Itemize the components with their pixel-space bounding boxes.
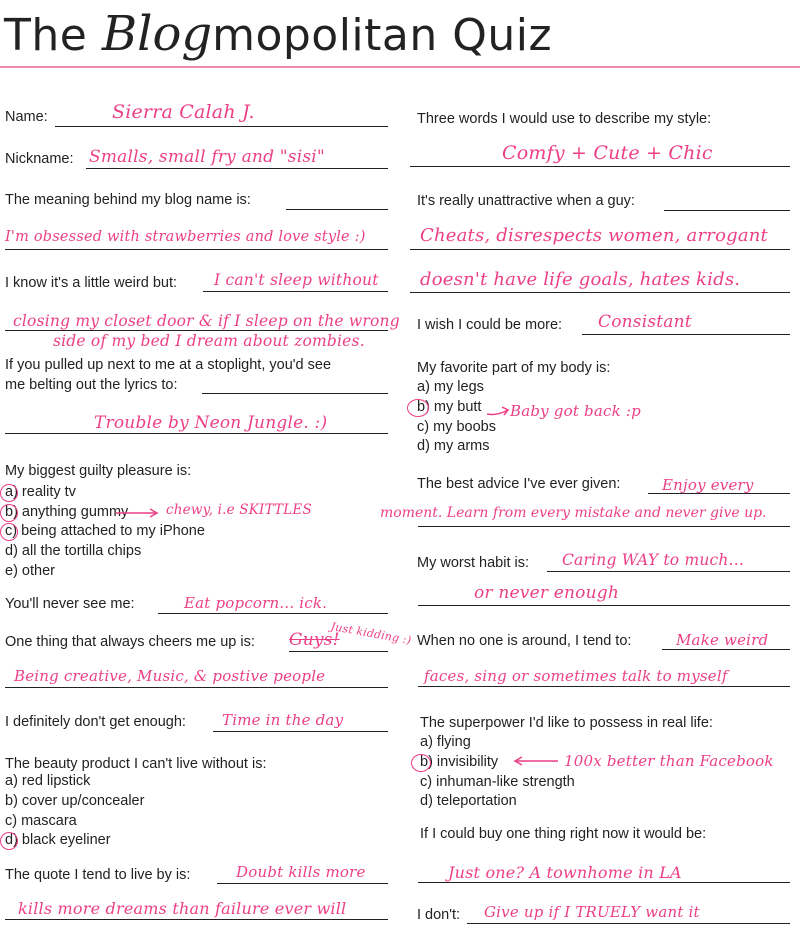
alone-line [662, 649, 790, 650]
unattractive-line-3 [410, 292, 790, 293]
cheers-answer[interactable]: Being creative, Music, & postive people [14, 667, 326, 685]
advice-line-2 [418, 526, 790, 527]
guilty-option-b[interactable]: b) anything gummy [5, 504, 129, 520]
alone-label: When no one is around, I tend to: [417, 633, 632, 649]
unattractive-label: It's really unattractive when a guy: [417, 193, 635, 209]
habit-label: My worst habit is: [417, 555, 529, 571]
arrow-right-icon [487, 400, 511, 420]
body-option-a[interactable]: a) my legs [417, 379, 484, 395]
superpower-circle-b [411, 754, 431, 772]
beauty-option-a[interactable]: a) red lipstick [5, 773, 91, 789]
never-answer[interactable]: Eat popcorn... ick. [184, 594, 328, 612]
nickname-label: Nickname: [5, 151, 74, 167]
style-answer[interactable]: Comfy + Cute + Chic [502, 142, 713, 164]
enough-label: I definitely don't get enough: [5, 714, 186, 730]
guilty-circle-b [0, 504, 18, 522]
weird-answer-3[interactable]: side of my bed I dream about zombies. [53, 332, 365, 350]
name-line [55, 126, 388, 127]
body-label: My favorite part of my body is: [417, 360, 611, 376]
dont-answer[interactable]: Give up if I TRUELY want it [484, 903, 700, 921]
superpower-label: The superpower I'd like to possess in real life: [420, 715, 713, 731]
stoplight-answer[interactable]: Trouble by Neon Jungle. :) [94, 413, 328, 433]
beauty-option-d[interactable]: d) black eyeliner [5, 832, 111, 848]
title-pre: The [4, 10, 102, 61]
quote-label: The quote I tend to live by is: [5, 867, 191, 883]
title-brand: Blog [101, 6, 213, 62]
title-divider [0, 66, 800, 68]
body-option-c[interactable]: c) my boobs [417, 419, 496, 435]
title-post: mopolitan Quiz [212, 10, 553, 61]
body-note: Baby got back :p [510, 402, 641, 420]
cheers-line [289, 651, 388, 652]
cheers-struck: Guys! [289, 630, 340, 650]
more-answer[interactable]: Consistant [598, 312, 692, 332]
never-label: You'll never see me: [5, 596, 135, 612]
never-line [158, 613, 388, 614]
meaning-line [286, 209, 388, 210]
meaning-answer[interactable]: I'm obsessed with strawberries and love style :) [5, 229, 366, 245]
unattractive-line-2 [410, 249, 790, 250]
nickname-answer[interactable]: Smalls, small fry and "sisi" [89, 147, 325, 167]
quote-line [217, 883, 388, 884]
buy-label: If I could buy one thing right now it would be: [420, 826, 707, 842]
weird-answer-1[interactable]: I can't sleep without [214, 271, 379, 289]
quote-answer-1[interactable]: Doubt kills more [236, 863, 366, 881]
arrow-right-icon [116, 507, 160, 519]
weird-answer-2[interactable]: closing my closet door & if I sleep on the wrong [13, 312, 400, 330]
guilty-option-e[interactable]: e) other [5, 563, 55, 579]
meaning-line-2 [5, 249, 388, 250]
more-line [582, 334, 790, 335]
guilty-note: chewy, i.e SKITTLES [166, 502, 312, 518]
body-option-b[interactable]: b) my butt [417, 399, 482, 415]
superpower-option-b[interactable]: b) invisibility [420, 754, 499, 770]
dont-line [467, 923, 790, 924]
guilty-option-c[interactable]: c) being attached to my iPhone [5, 523, 205, 539]
body-option-d[interactable]: d) my arms [417, 438, 490, 454]
page-title [4, 6, 552, 66]
unattractive-answer-2[interactable]: doesn't have life goals, hates kids. [420, 269, 741, 290]
weird-line-2 [5, 330, 388, 331]
alone-line-2 [418, 686, 790, 687]
nickname-line [86, 168, 388, 169]
meaning-label: The meaning behind my blog name is: [5, 192, 251, 208]
enough-line [213, 731, 388, 732]
habit-line [547, 571, 790, 572]
unattractive-answer-1[interactable]: Cheats, disrespects women, arrogant [420, 225, 768, 246]
beauty-circle-d [0, 832, 18, 850]
unattractive-line [664, 210, 790, 211]
quote-line-2 [5, 919, 388, 920]
cheers-line-2 [5, 687, 388, 688]
body-circle-b [407, 399, 429, 417]
guilty-option-a[interactable]: a) reality tv [5, 484, 76, 500]
superpower-option-c[interactable]: c) inhuman-like strength [420, 774, 575, 790]
advice-answer-1[interactable]: Enjoy every [662, 476, 754, 494]
more-label: I wish I could be more: [417, 317, 563, 333]
weird-line [203, 291, 388, 292]
beauty-option-b[interactable]: b) cover up/concealer [5, 793, 145, 809]
style-label: Three words I would use to describe my style: [417, 111, 712, 127]
stoplight-line [202, 393, 388, 394]
guilty-label: My biggest guilty pleasure is: [5, 463, 192, 479]
stoplight-label-1: If you pulled up next to me at a stoplight, you'd see [5, 357, 332, 373]
quote-answer-2[interactable]: kills more dreams than failure ever will [18, 899, 347, 918]
name-label: Name: [5, 109, 48, 125]
beauty-label: The beauty product I can't live without is: [5, 756, 267, 772]
arrow-left-icon [512, 755, 558, 767]
stoplight-line-2 [5, 433, 388, 434]
superpower-option-a[interactable]: a) flying [420, 734, 471, 750]
dont-label: I don't: [417, 907, 461, 923]
alone-answer-1[interactable]: Make weird [676, 631, 769, 649]
advice-answer-2[interactable]: moment. Learn from every mistake and never give up. [380, 505, 767, 521]
name-answer[interactable]: Sierra Calah J. [112, 101, 255, 123]
style-line [410, 166, 790, 167]
habit-answer-2[interactable]: or never enough [474, 583, 619, 603]
cheers-label: One thing that always cheers me up is: [5, 634, 255, 650]
weird-label: I know it's a little weird but: [5, 275, 178, 291]
habit-line-2 [418, 605, 790, 606]
buy-answer[interactable]: Just one? A townhome in LA [448, 863, 682, 882]
enough-answer[interactable]: Time in the day [222, 711, 344, 729]
alone-answer-2[interactable]: faces, sing or sometimes talk to myself [424, 667, 728, 685]
guilty-circle-a [0, 484, 18, 502]
habit-answer-1[interactable]: Caring WAY to much... [562, 551, 744, 569]
superpower-option-d[interactable]: d) teleportation [420, 793, 517, 809]
buy-line [418, 882, 790, 883]
cheers-note: Just kidding :) [329, 620, 413, 647]
superpower-note: 100x better than Facebook [564, 752, 774, 770]
stoplight-label-2: me belting out the lyrics to: [5, 377, 178, 393]
guilty-circle-c [0, 523, 18, 541]
guilty-option-d[interactable]: d) all the tortilla chips [5, 543, 142, 559]
advice-label: The best advice I've ever given: [417, 476, 621, 492]
beauty-option-c[interactable]: c) mascara [5, 813, 77, 829]
